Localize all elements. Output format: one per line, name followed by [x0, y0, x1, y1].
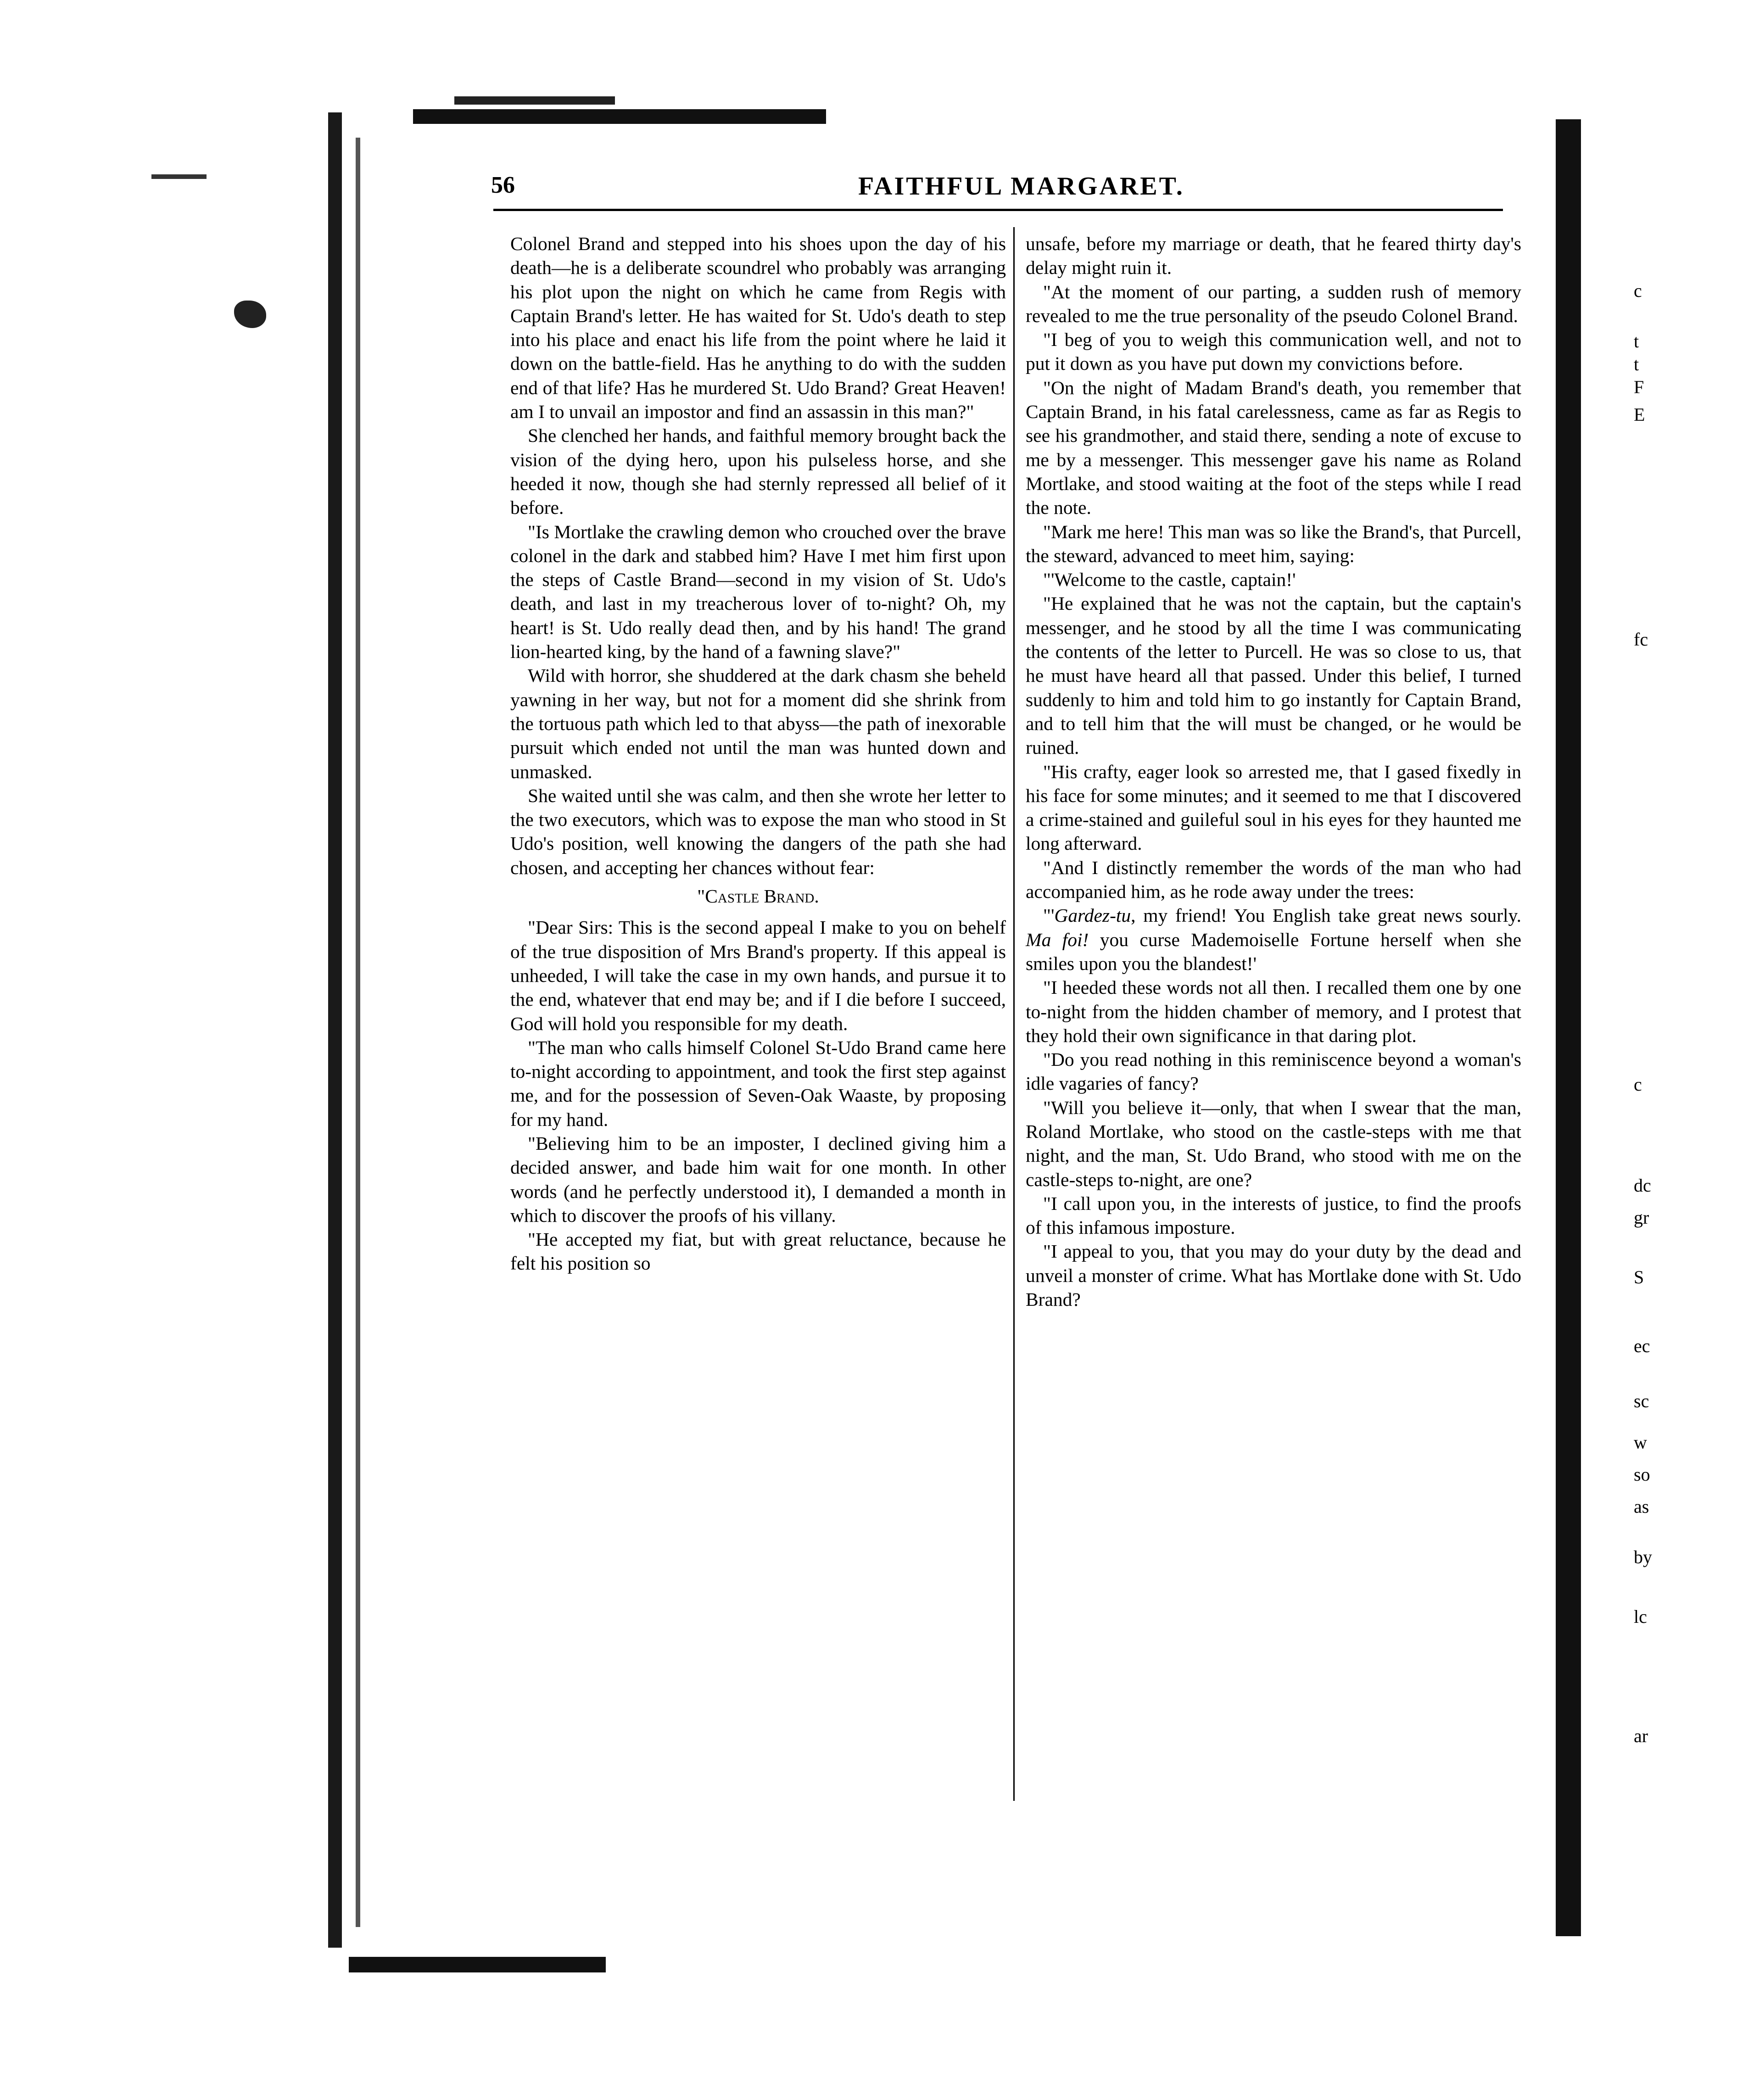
edge-fragment: t — [1634, 331, 1639, 351]
edge-fragment: t — [1634, 354, 1639, 374]
paragraph: "And I distinctly remember the words of the man who had accompanied him, as he rode away under the trees: — [1026, 857, 1521, 902]
edge-fragment: F — [1634, 377, 1644, 397]
paragraph: "Will you believe it—only, that when I swear that the man, Roland Mortlake, who stood on the castle-steps with me that night, and the man, St. Udo Brand, who stood with me on the castle-steps to-night, are one? — [1026, 1097, 1521, 1190]
paragraph: "I call upon you, in the interests of justice, to find the proofs of this infamous imposture. — [1026, 1192, 1521, 1238]
paragraph: Wild with horror, she shuddered at the dark chasm she beheld yawning in her way, but not for a moment did she shrink from the tortuous path which led to that abyss—the path of inexorable pursuit which ended not until the man was hunted down and unmasked. — [510, 665, 1006, 782]
column-divider — [1013, 227, 1015, 1801]
paragraph-continued: Colonel Brand and stepped into his shoes upon the day of his death—he is a deliberate scoundrel who probably was arranging his plot upon the night on which he came from Regis with Captain Brand's letter. He has waited for St. Udo's death to step into his place and enact his life from the point where he laid it down on the battle-field. Has he anything to do with the sudden end of that life? Has he murdered St. Udo Brand? Great Heaven! am I to unvail an impostor and find an assassin in this man?" — [510, 233, 1006, 423]
edge-fragment: ec — [1634, 1336, 1650, 1356]
paragraph: "I heeded these words not all then. I recalled them one by one to-night from the hidden chamber of memory, and I protest that they hold their own significance in that daring plot. — [1026, 977, 1521, 1046]
paragraph: "His crafty, eager look so arrested me, that I gased fixedly in his face for some minutes; and it seemed to me that I discovered a crime-stained and guileful soul in his eyes for they haunted me long afterward. — [1026, 761, 1521, 854]
text-run: "' — [1043, 905, 1055, 926]
scan-artifact-top-bar — [413, 109, 826, 124]
edge-fragment: S — [1634, 1267, 1644, 1287]
paragraph: She waited until she was calm, and then she wrote her letter to the two executors, which was to expose the man who stood in St Udo's position, well knowing the dangers of the path she had chosen, and accepting her chances without fear: — [510, 785, 1006, 878]
paragraph — [1026, 903, 1521, 975]
paragraph: "Do you read nothing in this reminiscence beyond a woman's idle vagaries of fancy? — [1026, 1049, 1521, 1094]
paragraph: "I beg of you to weigh this communication well, and not to put it down as you have put down my convictions before. — [1026, 329, 1521, 374]
paragraph: "Believing him to be an imposter, I declined giving him a decided answer, and bade him wait for one month. In other words (and he perfectly understood it), I demanded a month in which to discover the proofs of his villany. — [510, 1132, 1006, 1226]
paragraph: "At the moment of our parting, a sudden rush of memory revealed to me the true personality of the pseudo Colonel Brand. — [1026, 281, 1521, 326]
paragraph: "Dear Sirs: This is the second appeal I make to you on behelf of the true disposition of Mrs Brand's property. If this appeal is unheeded, I will take the case in my own hands, and pursue it to the end, whatever that end may be; and if I die before I succeed, God will hold you responsible for my death. — [510, 917, 1006, 1034]
italic-phrase: Gardez-tu — [1054, 905, 1131, 926]
page-title: FAITHFUL MARGARET. — [858, 172, 1184, 201]
page-number: 56 — [491, 172, 515, 198]
edge-fragment: lc — [1634, 1606, 1647, 1627]
scan-artifact-right-edge — [1556, 119, 1581, 1936]
edge-fragment: gr — [1634, 1207, 1649, 1228]
edge-fragment: sc — [1634, 1391, 1649, 1411]
paragraph: "The man who calls himself Colonel St-Udo Brand came here to-night according to appointment, and took the first step against me, and for the possession of Seven-Oak Waaste, by proposing for my hand. — [510, 1036, 1006, 1130]
scan-artifact-left-mark — [151, 174, 207, 179]
edge-fragment: c — [1634, 280, 1642, 301]
text-run: , my friend! You English take great news sourly. — [1131, 905, 1521, 926]
paragraph: She clenched her hands, and faithful memory brought back the vision of the dying hero, upon his pulseless horse, and she heeded it now, though she had sternly repressed all belief of it before. — [510, 425, 1006, 518]
text-run: you curse Mademoiselle Fortune herself when she smiles upon you the blandest!' — [1026, 929, 1521, 974]
edge-fragment: c — [1634, 1074, 1642, 1095]
paragraph: "'Welcome to the castle, captain!' — [1043, 569, 1296, 590]
edge-fragment: by — [1634, 1547, 1652, 1567]
scan-artifact-left-binding-inner — [356, 138, 360, 1927]
edge-fragment: as — [1634, 1496, 1649, 1517]
edge-fragment: ar — [1634, 1726, 1648, 1746]
paragraph: "On the night of Madam Brand's death, you remember that Captain Brand, in his fatal carelessness, came as far as Regis to see his grandmother, and staid there, sending a note of excuse to me by a messenger. This messenger gave his name as Roland Mortlake, and stood waiting at the foot of the steps while I read the note. — [1026, 377, 1521, 518]
edge-fragment: fc — [1634, 629, 1648, 650]
ink-blot — [234, 301, 266, 328]
edge-fragment: w — [1634, 1432, 1647, 1453]
paragraph: "I appeal to you, that you may do your duty by the dead and unveil a monster of crime. What has Mortlake done with St. Udo Brand? — [1026, 1241, 1521, 1310]
italic-phrase: Ma foi! — [1026, 929, 1089, 950]
right-text-column — [1026, 232, 1521, 1311]
paragraph: "Is Mortlake the crawling demon who crouched over the brave colonel in the dark and stabbed him? Have I met him first upon the steps of Castle Brand—second in my vision of St. Udo's death, and last in my treacherous lover of to-night? Oh, my heart! is St. Udo really dead then, and by his hand! The grand lion-hearted king, by the hand of a fawning slave?" — [510, 521, 1006, 663]
paragraph: "He accepted my fiat, but with great reluctance, because he felt his position so — [510, 1229, 1006, 1274]
paragraph-continued: unsafe, before my marriage or death, that he feared thirty day's delay might ruin it. — [1026, 233, 1521, 279]
scan-artifact-bottom-bar — [349, 1957, 606, 1972]
paragraph: "Mark me here! This man was so like the Brand's, that Purcell, the steward, advanced to meet him, saying: — [1026, 521, 1521, 566]
edge-fragment: dc — [1634, 1175, 1651, 1196]
edge-fragment: E — [1634, 404, 1645, 425]
edge-fragment: so — [1634, 1464, 1650, 1485]
left-text-column — [510, 232, 1006, 1276]
scan-artifact-top-small — [454, 96, 615, 105]
scan-artifact-left-binding — [328, 112, 342, 1948]
header-rule — [493, 209, 1503, 211]
letter-heading: "Castle Brand. — [697, 886, 819, 907]
paragraph: "He explained that he was not the captain, but the captain's messenger, and he stood by all the time I was communicating the contents of the letter to Purcell. He was so close to us, that he must have heard all that passed. Under this belief, I turned suddenly to him and told him to go instantly for Captain Brand, and to tell him that the will must be changed, or he would be ruined. — [1026, 593, 1521, 758]
